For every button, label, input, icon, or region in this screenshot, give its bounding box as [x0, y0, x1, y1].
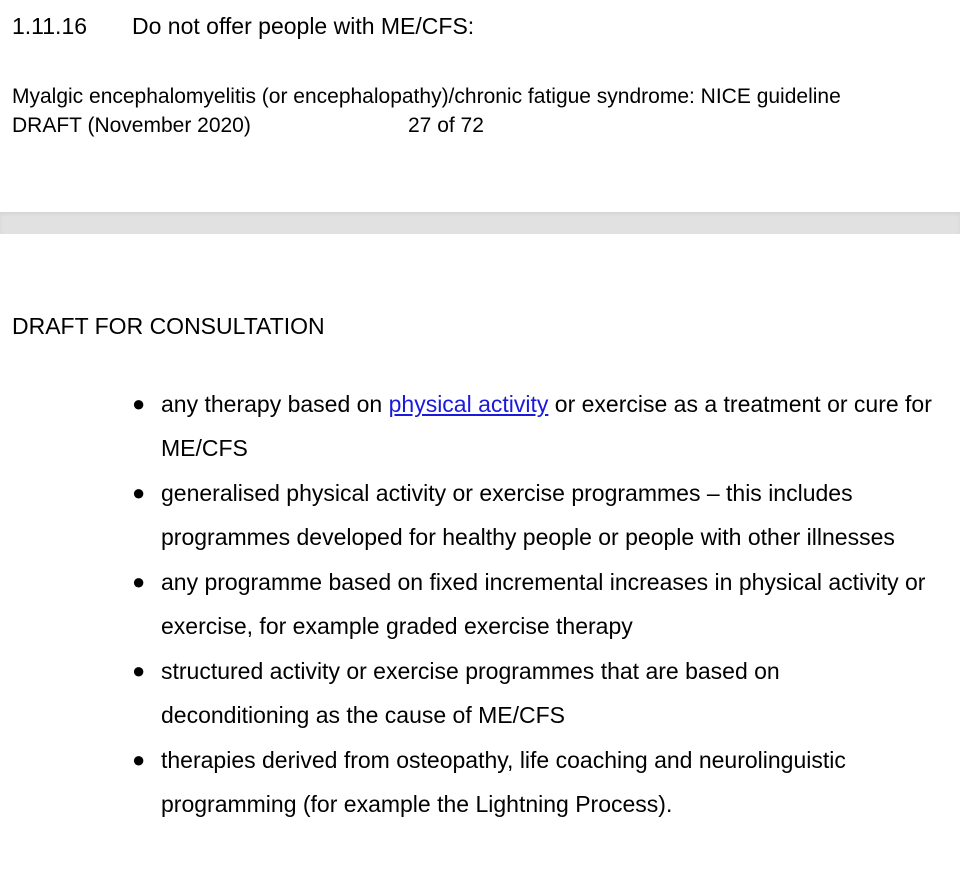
bullet-icon: ●: [132, 391, 146, 416]
bullet-text: generalised physical activity or exercise programmes – this includes programmes developed for healthy people or people with other illnesses: [161, 480, 895, 550]
physical-activity-link[interactable]: physical activity: [388, 391, 549, 417]
list-item: [132, 738, 932, 826]
footer-row: [12, 111, 841, 140]
bullet-icon: ●: [132, 658, 146, 683]
list-item: [132, 471, 932, 559]
bullet-icon: ●: [132, 747, 146, 772]
bullet-text: any programme based on fixed incremental increases in physical activity or exercise, for example graded exercise therapy: [161, 569, 926, 639]
list-item: [132, 649, 932, 737]
bullet-text: structured activity or exercise programmes that are based on deconditioning as the cause of ME/CFS: [161, 658, 780, 728]
list-item: [132, 560, 932, 648]
page-header: DRAFT FOR CONSULTATION: [12, 313, 325, 339]
footer-date: DRAFT (November 2020): [12, 114, 251, 137]
recommendation-heading: [12, 10, 474, 42]
document-page-27: [0, 0, 960, 212]
footer-page-number: 27 of 72: [408, 114, 484, 137]
page-footer: [12, 82, 841, 140]
recommendation-text: Do not offer people with ME/CFS:: [132, 13, 475, 39]
bullet-text: therapies derived from osteopathy, life coaching and neurolinguistic programming (for example the Lightning Process).: [161, 747, 846, 817]
bullet-icon: ●: [132, 569, 146, 594]
document-page-28: [0, 234, 960, 878]
footer-title: Myalgic encephalomyelitis (or encephalopathy)/chronic fatigue syndrome: NICE guideline: [12, 85, 841, 108]
recommendation-number: 1.11.16: [12, 13, 88, 39]
page-separator: [0, 212, 960, 234]
bullet-icon: ●: [132, 480, 146, 505]
bullet-text-before: any therapy based on: [161, 391, 389, 417]
bullet-list: [132, 382, 932, 827]
bullet-text-after: or exercise as a treatment or cure for ME/CFS: [161, 391, 932, 461]
list-item: [132, 382, 932, 470]
